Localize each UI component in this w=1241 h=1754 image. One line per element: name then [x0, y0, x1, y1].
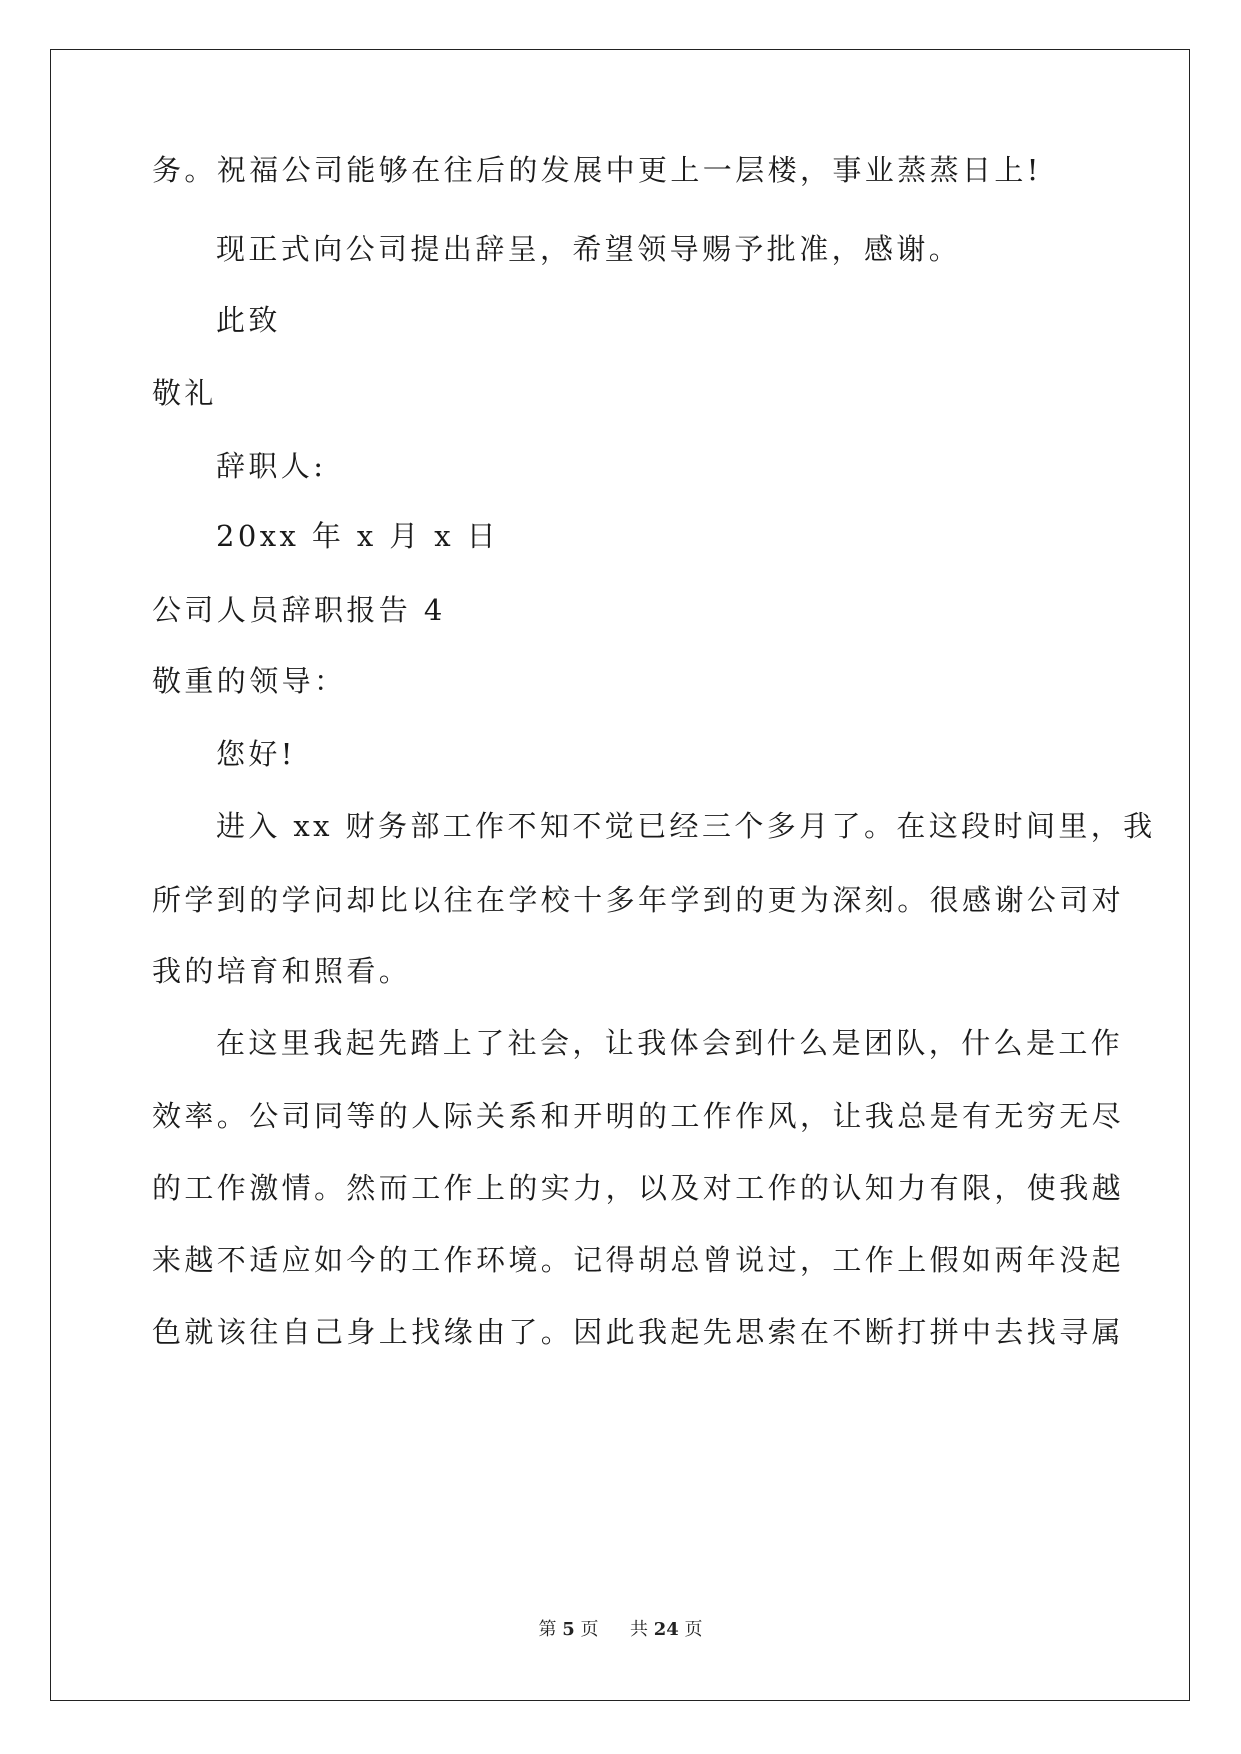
paragraph-line: 现正式向公司提出辞呈，希望领导赐予批准，感谢。 — [216, 232, 962, 266]
date-line: 20xx 年 x 月 x 日 — [216, 519, 500, 553]
section-title: 公司人员辞职报告 4 — [152, 593, 446, 627]
page-suffix: 页 — [580, 1619, 599, 1640]
closing-salutation: 此致 — [216, 303, 281, 337]
greeting-line: 敬重的领导： — [152, 664, 347, 698]
paragraph-line: 我的培育和照看。 — [152, 954, 412, 988]
paragraph-line: 效率。公司同等的人际关系和开明的工作作风，让我总是有无穷无尽 — [152, 1099, 1125, 1133]
footer-prefix: 第 — [538, 1619, 557, 1640]
signature-label: 辞职人: — [216, 449, 327, 483]
paragraph-line: 的工作激情。然而工作上的实力，以及对工作的认知力有限，使我越 — [152, 1171, 1125, 1205]
total-prefix: 共 — [629, 1619, 648, 1640]
paragraph-line: 务。祝福公司能够在往后的发展中更上一层楼，事业蒸蒸日上! — [152, 153, 1042, 187]
paragraph-line: 来越不适应如今的工作环境。记得胡总曾说过，工作上假如两年没起 — [152, 1243, 1125, 1277]
paragraph-line: 所学到的学问却比以往在学校十多年学到的更为深刻。很感谢公司对 — [152, 883, 1125, 917]
closing-respect: 敬礼 — [152, 376, 217, 410]
page-footer — [0, 1618, 1241, 1642]
paragraph-line: 色就该往自己身上找缘由了。因此我起先思索在不断打拼中去找寻属 — [152, 1315, 1125, 1349]
total-suffix: 页 — [684, 1619, 703, 1640]
page-border — [50, 49, 1190, 1701]
total-pages: 24 — [653, 1619, 679, 1640]
greeting-hello: 您好! — [216, 737, 296, 771]
paragraph-line: 进入 xx 财务部工作不知不觉已经三个多月了。在这段时间里，我 — [216, 809, 1156, 843]
page-number: 5 — [562, 1619, 575, 1640]
paragraph-line: 在这里我起先踏上了社会，让我体会到什么是团队，什么是工作 — [216, 1026, 1124, 1060]
